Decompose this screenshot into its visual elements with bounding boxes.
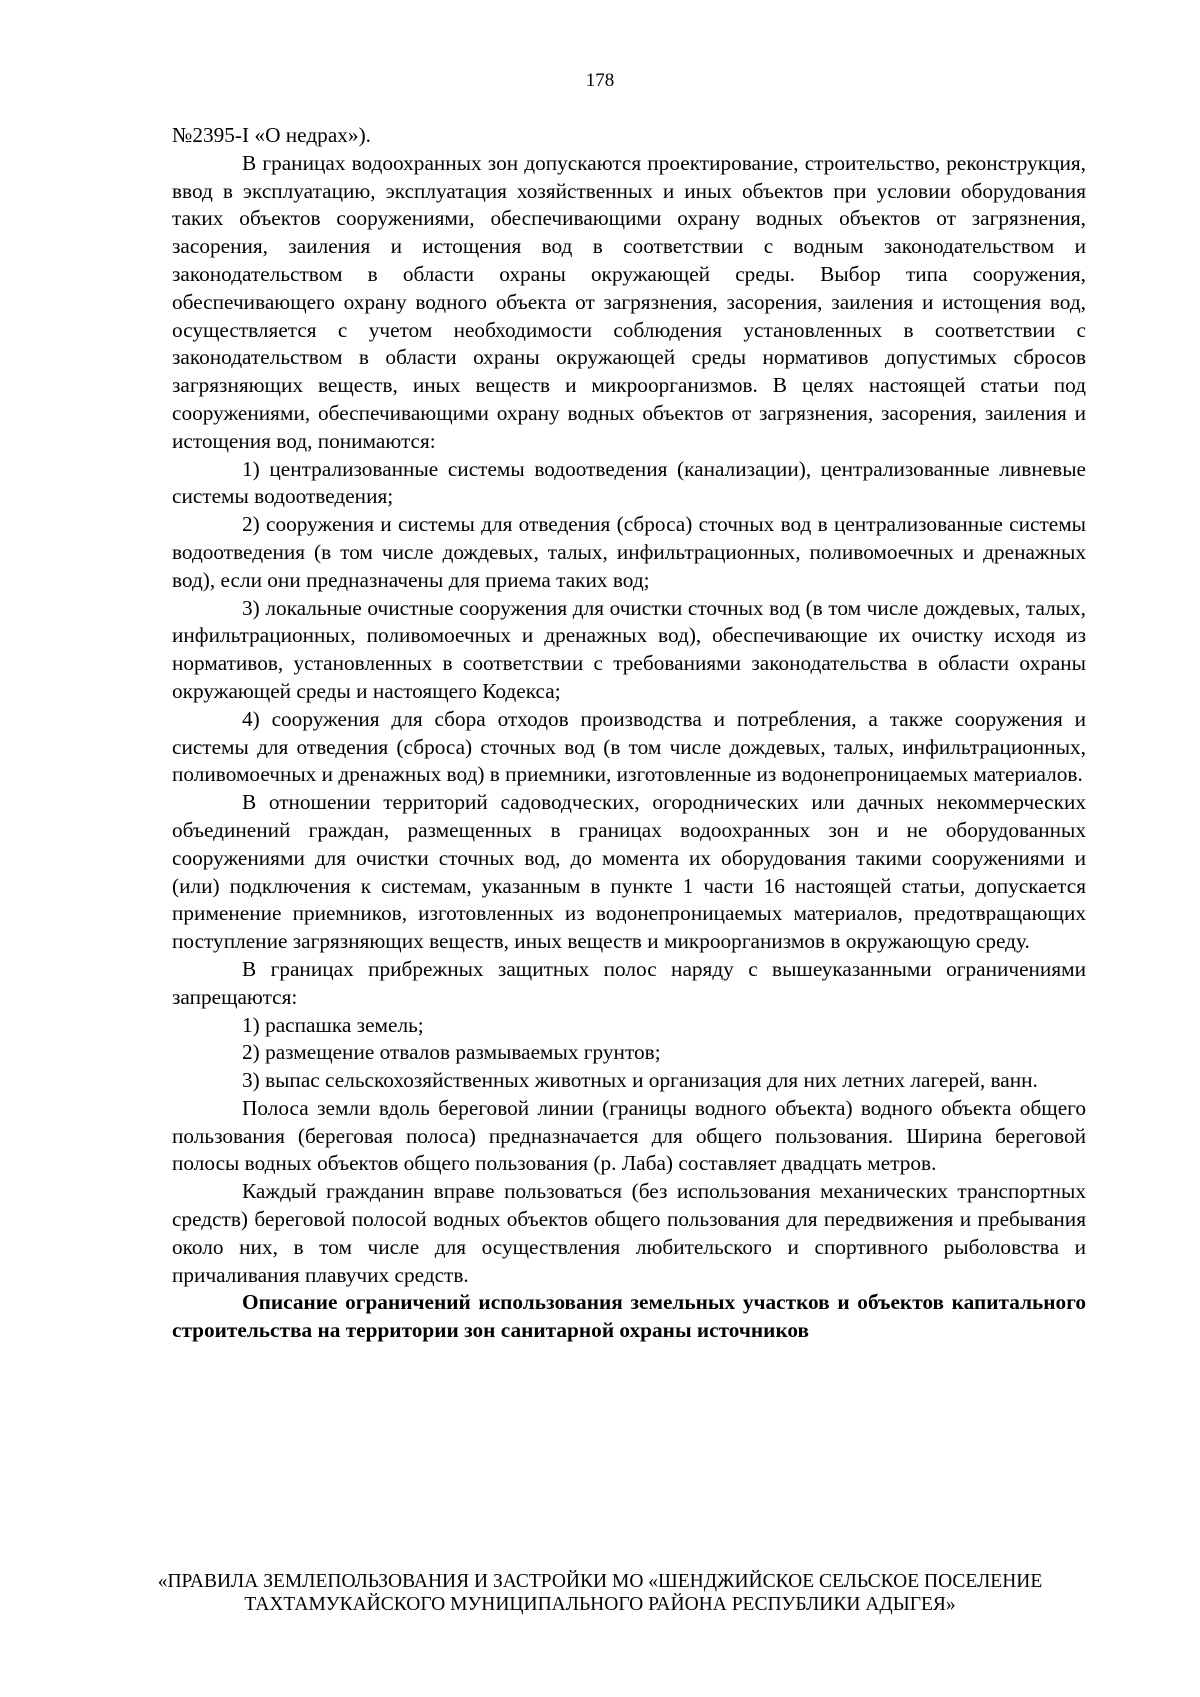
list-item-dumps: 2) размещение отвалов размываемых грунтов;	[242, 1040, 661, 1065]
paragraph-citizen-rights: Каждый гражданин вправе пользоваться (без использования механических транспортных средств) береговой полосой водных объектов общего пользования для передвижения и пребывания около них, в том числе для осуществления любительского и спортивного рыболовства и причаливания плавучих средств.	[172, 1179, 1086, 1287]
page-number: 178	[585, 70, 615, 91]
paragraph-water-protection-zones: В границах водоохранных зон допускаются проектирование, строительство, реконструкция, ввод в эксплуатацию, эксплуатация хозяйственных и иных объектов при условии оборудования таких объектов сооружениями, обеспечивающими охрану водных объектов от загрязнения, засорения, заиления и истощения вод в соответствии с водным законодательством и законодательством в области охраны окружающей среды. Выбор типа сооружения, обеспечивающего охрану водного объекта от загрязнения, засорения, заиления и истощения вод, осуществляется с учетом необходимости соблюдения установленных в соответствии с законодательством в области охраны окружающей среды нормативов допустимых сбросов загрязняющих веществ, иных веществ и микроорганизмов. В целях настоящей статьи под сооружениями, обеспечивающими охрану водных объектов от загрязнения, засорения, заиления и истощения вод, понимаются:	[172, 150, 1086, 453]
list-item-1-centralized-systems: 1) централизованные системы водоотведения (канализации), централизованные ливневые системы водоотведения;	[172, 456, 1086, 509]
list-item-2-discharge-systems: 2) сооружения и системы для отведения (сброса) сточных вод в централизованные системы водоотведения (в том числе дождевых, талых, инфильтрационных, поливомоечных и дренажных вод), если они предназначены для приема таких вод;	[172, 512, 1086, 592]
document-body	[172, 122, 1086, 1345]
footer-line-2: ТАХТАМУКАЙСКОГО МУНИЦИПАЛЬНОГО РАЙОНА РЕСПУБЛИКИ АДЫГЕЯ»	[244, 1594, 956, 1615]
paragraph-coastal-strips: В границах прибрежных защитных полос наряду с вышеуказанными ограничениями запрещаются:	[172, 956, 1086, 1009]
section-heading-sanitary-zones: Описание ограничений использования земельных участков и объектов капитального строительства на территории зон санитарной охраны источников	[172, 1290, 1086, 1343]
paragraph-shore-strip: Полоса земли вдоль береговой линии (границы водного объекта) водного объекта общего пользования (береговая полоса) предназначается для общего пользования. Ширина береговой полосы водных объектов общего пользования (р. Лаба) составляет двадцать метров.	[172, 1095, 1086, 1176]
paragraph-garden-associations: В отношении территорий садоводческих, огороднических или дачных некоммерческих объединений граждан, размещенных в границах водоохранных зон и не оборудованных сооружениями для очистки сточных вод, до момента их оборудования такими сооружениями и (или) подключения к системам, указанным в пункте 1 части 16 настоящей статьи, допускается применение приемников, изготовленных из водонепроницаемых материалов, предотвращающих поступление загрязняющих веществ, иных веществ и микроорганизмов в окружающую среду.	[172, 790, 1086, 954]
list-item-plowing: 1) распашка земель;	[242, 1012, 424, 1037]
list-item-3-local-treatment: 3) локальные очистные сооружения для очистки сточных вод (в том числе дождевых, талых, инфильтрационных, поливомоечных и дренажных вод), обеспечивающие их очистку исходя из нормативов, установленных в соответствии с требованиями законодательства в области охраны окружающей среды и настоящего Кодекса;	[172, 595, 1086, 703]
list-item-4-waste-collection: 4) сооружения для сбора отходов производства и потребления, а также сооружения и системы для отведения (сброса) сточных вод (в том числе дождевых, талых, инфильтрационных, поливомоечных и дренажных вод) в приемники, изготовленные из водонепроницаемых материалов.	[172, 706, 1086, 787]
page-footer	[100, 1570, 1100, 1616]
paragraph-law-reference: №2395-I «О недрах»).	[172, 123, 371, 147]
list-item-grazing: 3) выпас сельскохозяйственных животных и организация для них летних лагерей, ванн.	[242, 1068, 1038, 1093]
footer-line-1: «ПРАВИЛА ЗЕМЛЕПОЛЬЗОВАНИЯ И ЗАСТРОЙКИ МО «ШЕНДЖИЙСКОЕ СЕЛЬСКОЕ ПОСЕЛЕНИЕ	[157, 1571, 1043, 1592]
